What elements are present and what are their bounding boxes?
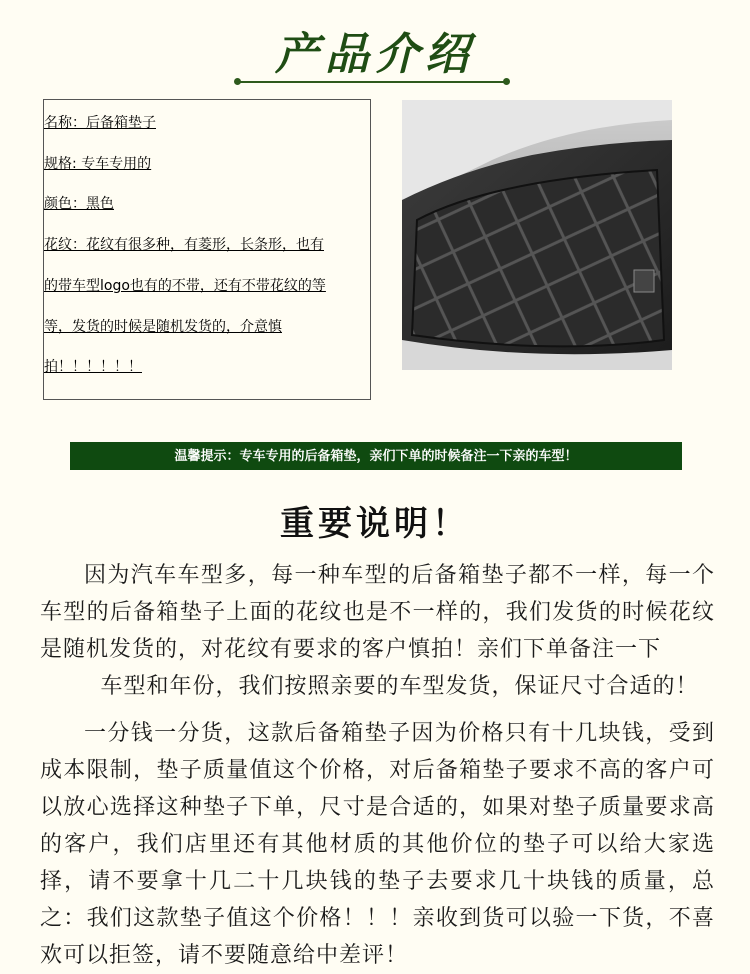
title-underline-dot-left (234, 78, 241, 85)
trunk-mat-photo (402, 100, 672, 370)
important-paragraph-2: 一分钱一分货，这款后备箱垫子因为价格只有十几块钱，受到成本限制，垫子质量值这个价格，对后备箱垫子要求不高的客户可以放心选择这种垫子下单，尺寸是合适的，如果对垫子质量要求高的客户，我们店里还有其他材质的其他价位的垫子可以给大家选择，请不要拿十几二十几块钱的垫子去要求几十块钱的质量，总之：我们这款垫子值这个价格！！！亲收到货可以验一下货，不喜欢可以拒签，请不要随意给中差评！ (40, 721, 715, 968)
product-info-box (43, 99, 371, 400)
info-pattern-line-2: 的带车型logo也有的不带，还有不带花纹的等 (44, 278, 326, 294)
info-color-line: 颜色：黑色 (44, 196, 114, 212)
paragraph-1-last-line: 车型和年份，我们按照亲要的车型发货，保证尺寸合适的！ (100, 674, 699, 699)
info-name-line: 名称：后备箱垫子 (44, 115, 156, 131)
info-spec-line: 规格: 专车专用的 (44, 156, 152, 172)
paragraph-1-text: 因为汽车车型多，每一种车型的后备箱垫子都不一样，每一个车型的后备箱垫子上面的花纹也是不一样的，我们发货的时候花纹是随机发货的，对花纹有要求的客户慎拍！亲们下单备注一下 (40, 563, 715, 662)
info-pattern-line-4: 拍！！！！！！ (44, 359, 142, 375)
notice-banner: 温馨提示：专车专用的后备箱垫，亲们下单的时候备注一下亲的车型！ (70, 442, 682, 470)
title-underline-dot-right (503, 78, 510, 85)
info-pattern-line-1: 花纹：花纹有很多种，有菱形，长条形，也有 (44, 237, 324, 253)
important-title: 重要说明！ (280, 504, 470, 544)
title-underline (238, 81, 506, 83)
page-title: 产品介绍 (275, 29, 475, 80)
page-title-block (0, 18, 750, 82)
info-pattern-line-3: 等，发货的时候是随机发货的，介意慎 (44, 319, 282, 335)
important-paragraph-1 (40, 557, 715, 705)
trunk-mat-illustration (402, 100, 672, 370)
